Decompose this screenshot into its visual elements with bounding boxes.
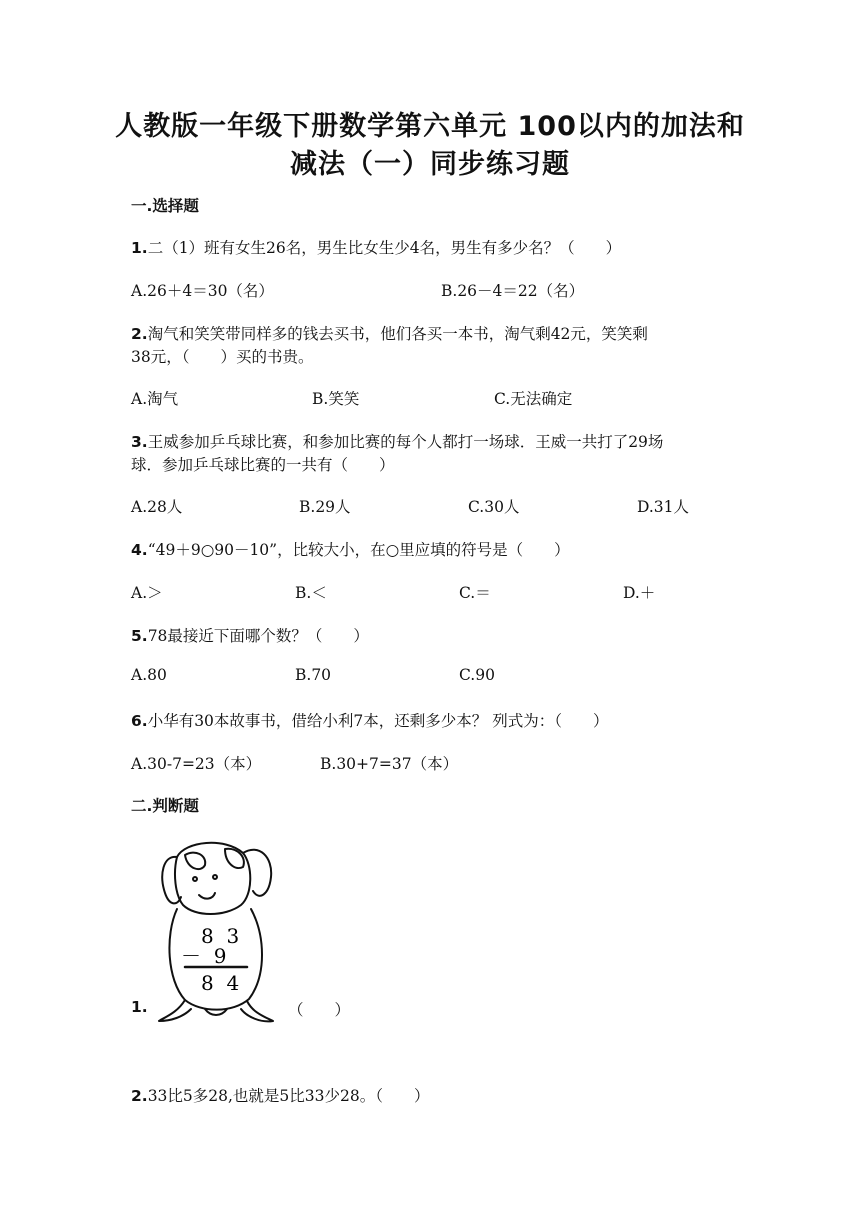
question-text: 78最接近下面哪个数？（ ） [147, 627, 369, 645]
question-4 [131, 538, 570, 560]
calc-minus: － 9 [181, 944, 227, 968]
option-c: C.30人 [468, 498, 520, 516]
page-title-line2: 减法（一）同步练习题 [290, 149, 570, 180]
option-d: D.＋ [623, 584, 656, 602]
question-number: 2. [131, 1087, 148, 1105]
question-2-line2: 38元，（ ）买的书贵。 [131, 348, 314, 366]
section-heading-choice: 一.选择题 [131, 197, 199, 215]
question-text: 小华有30本故事书，借给小利7本，还剩多少本？ 列式为：（ ） [147, 712, 609, 730]
question-text: 33比5多28,也就是5比33少28。（ ） [147, 1087, 430, 1105]
question-number: 1. [131, 998, 148, 1016]
option-a: A.26＋4＝30（名） [131, 282, 274, 300]
question-number: 3. [131, 433, 148, 451]
question-text: 淘气和笑笑带同样多的钱去买书，他们各买一本书，淘气剩42元，笑笑剩 [147, 325, 648, 343]
question-6 [131, 709, 608, 731]
calc-top: 8 3 [201, 924, 240, 948]
question-text: “49＋9○90－10”，比较大小，在○里应填的符号是（ ） [147, 541, 570, 559]
option-b: B.30+7=37（本） [320, 755, 459, 773]
section-heading-judgement: 二.判断题 [131, 797, 199, 815]
option-a: A.80 [131, 666, 167, 684]
question-number: 4. [131, 541, 148, 559]
question-text: 二（1）班有女生26名，男生比女生少4名，男生有多少名？（ ） [147, 239, 622, 257]
question-number: 5. [131, 627, 148, 645]
option-a: A.＞ [131, 584, 163, 602]
option-c: C.无法确定 [494, 390, 573, 408]
option-a: A.淘气 [131, 390, 179, 408]
option-b: B.29人 [299, 498, 351, 516]
question-text: 王威参加乒乓球比赛，和参加比赛的每个人都打一场球．王威一共打了29场 [147, 433, 664, 451]
question-1 [131, 236, 621, 258]
question-3-line2: 球．参加乒乓球比赛的一共有（ ） [131, 456, 395, 474]
option-d: D.31人 [637, 498, 690, 516]
judgement-1-number [131, 998, 148, 1016]
option-b: B.笑笑 [312, 390, 360, 408]
puppy-subtraction-drawing [155, 835, 280, 1030]
question-5 [131, 624, 369, 646]
option-b: B.＜ [295, 584, 327, 602]
page-title-line1: 人教版一年级下册数学第六单元 100以内的加法和 [115, 111, 745, 142]
calc-result: 8 4 [201, 971, 240, 995]
option-a: A.28人 [131, 498, 183, 516]
option-c: C.＝ [459, 584, 491, 602]
question-3 [131, 430, 663, 452]
question-number: 6. [131, 712, 148, 730]
question-number: 2. [131, 325, 148, 343]
option-c: C.90 [459, 666, 495, 684]
option-b: B.26－4＝22（名） [441, 282, 585, 300]
judgement-1-paren: （ ） [288, 1001, 351, 1019]
question-2 [131, 322, 648, 344]
option-a: A.30-7=23（本） [131, 755, 262, 773]
judgement-2 [131, 1084, 429, 1106]
right-ear-icon [243, 850, 271, 896]
option-b: B.70 [295, 666, 332, 684]
question-number: 1. [131, 239, 148, 257]
